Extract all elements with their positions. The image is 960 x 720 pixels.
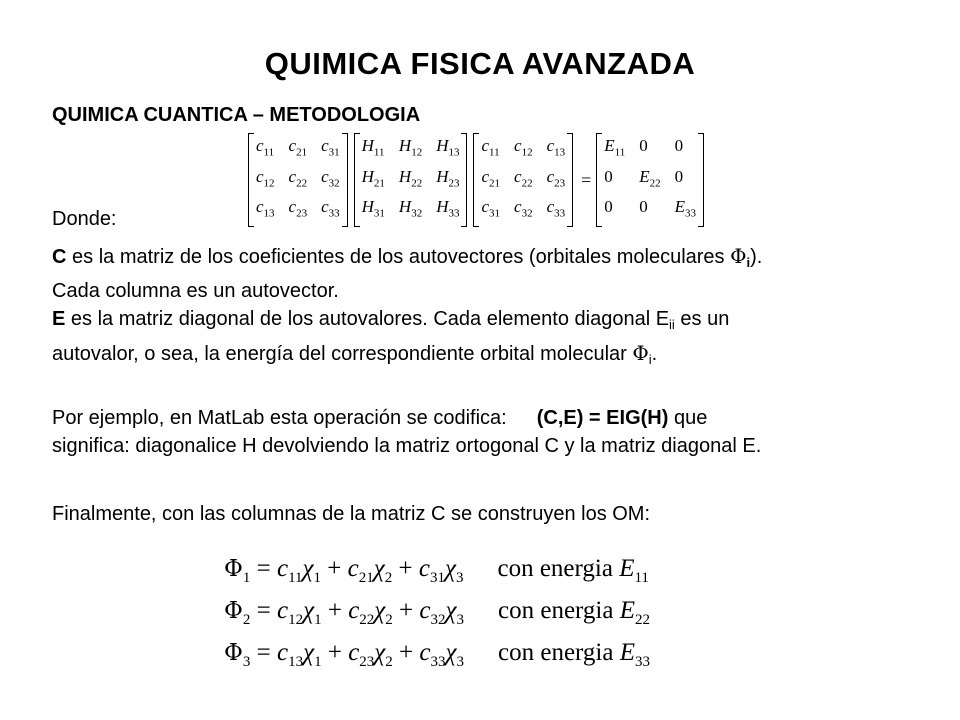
matrix-e-cell: 0 — [674, 166, 684, 186]
matrix-c-transpose-cell: $c_{33}$ — [321, 197, 340, 220]
om-equation-2: $\Phi_2 = c_{12}\chi_1 + c_{22}\chi_2 + c_{32}\chi_3$ con energia $E_{22}$ — [224, 597, 651, 628]
matrix-h-cell: $H_{22}$ — [398, 166, 423, 190]
matrix-e-cell: 0 — [674, 136, 684, 156]
paragraph-example — [52, 404, 761, 460]
matrix-c-transpose-cell: $c_{22}$ — [288, 166, 308, 190]
symbol-e: E — [52, 308, 66, 330]
subscript-ii: ii — [669, 317, 675, 332]
matrix-e-cell: 0 — [604, 197, 613, 217]
matrix-c-cell: $c_{33}$ — [546, 197, 566, 220]
matrix-c-transpose-cell: $c_{11}$ — [256, 136, 275, 159]
paragraph-c-text: es la matriz de los coeficientes de los autovectores (orbitales moleculares — [66, 246, 731, 268]
symbol-c: C — [52, 246, 67, 268]
example-prefix: Por ejemplo, en MatLab esta operación se codifica: — [52, 407, 507, 429]
matrix-c-cell: $c_{11}$ — [481, 136, 500, 159]
paragraph-example-line1 — [52, 404, 761, 432]
paragraph-c-line1 — [52, 242, 762, 277]
matrix-c-cell: $c_{13}$ — [546, 136, 566, 159]
matrix-e-cell: $E_{22}$ — [639, 166, 661, 190]
matrix-c-transpose-cell: $c_{23}$ — [288, 197, 308, 220]
phi-symbol: Φ — [632, 341, 649, 365]
matrix-c-cell: $c_{21}$ — [481, 166, 501, 190]
matrix-equation — [248, 136, 710, 220]
energy-label: con energia — [498, 639, 620, 666]
matrix-c-cell: $c_{22}$ — [514, 166, 533, 190]
phi-subscript: i — [746, 255, 751, 270]
phi-subscript: i — [648, 352, 652, 367]
matrix-c-transpose — [248, 133, 348, 226]
equals-sign: = — [581, 169, 592, 190]
matrix-h-cell: $H_{23}$ — [436, 166, 460, 190]
om-equation-1: $\Phi_1 = c_{11}\chi_1 + c_{21}\chi_2 + c_{31}\chi_3$ con energia $E_{11}$ — [224, 555, 649, 586]
matrix-c-cell: $c_{23}$ — [546, 166, 566, 190]
paragraph-c — [52, 242, 762, 305]
matrix-c-transpose-cell: $c_{31}$ — [321, 136, 340, 159]
paragraph-example-line2: significa: diagonalice H devolviendo la matriz ortogonal C y la matriz diagonal E. — [52, 435, 762, 457]
paragraph-e-text-end: es un — [674, 308, 730, 330]
slide-subtitle: QUIMICA CUANTICA – METODOLOGIA — [52, 104, 421, 126]
paragraph-e-line1 — [52, 305, 729, 339]
paragraph-e-line2 — [52, 339, 729, 374]
matrix-c-cell: $c_{12}$ — [514, 136, 533, 159]
paragraph-e-end: . — [651, 343, 658, 365]
matrix-c — [473, 133, 573, 226]
matrix-h-cell: $H_{12}$ — [398, 136, 423, 159]
matrix-h-cell: $H_{13}$ — [436, 136, 460, 159]
paragraph-e-text: es la matriz diagonal de los autovalores. Cada elemento diagonal E — [65, 308, 670, 330]
matrix-h-cell: $H_{32}$ — [398, 197, 423, 220]
slide-title: QUIMICA FISICA AVANZADA — [264, 46, 696, 81]
paragraph-c-end: ). — [750, 246, 763, 268]
matrix-h-cell: $H_{11}$ — [361, 136, 385, 159]
matrix-c-transpose-cell: $c_{12}$ — [256, 166, 275, 190]
energy-label: con energia — [497, 555, 620, 582]
matrix-c-transpose-cell: $c_{21}$ — [288, 136, 308, 159]
paragraph-final: Finalmente, con las columnas de la matriz C se construyen los OM: — [52, 503, 651, 525]
matrix-h — [354, 133, 468, 226]
paragraph-e-text2: autovalor, o sea, la energía del correspondiente orbital molecular — [52, 343, 633, 365]
matrix-h-cell: $H_{33}$ — [436, 197, 460, 220]
matrix-e-cell: 0 — [604, 166, 613, 186]
matrix-h-cell: $H_{31}$ — [361, 197, 385, 220]
paragraph-c-line2: Cada columna es un autovector. — [52, 280, 339, 302]
matrix-e-cell: $E_{33}$ — [674, 197, 697, 220]
matrix-e-cell: $E_{11}$ — [604, 136, 626, 159]
paragraph-e — [52, 305, 729, 374]
matrix-c-cell: $c_{31}$ — [481, 197, 501, 220]
example-suffix: que — [668, 407, 708, 429]
matrix-c-cell: $c_{32}$ — [514, 197, 533, 220]
matrix-c-transpose-cell: $c_{13}$ — [256, 197, 275, 220]
matrix-c-transpose-cell: $c_{32}$ — [321, 166, 340, 190]
donde-label: Donde: — [52, 208, 117, 230]
matrix-e-cell: 0 — [639, 197, 648, 217]
energy-label: con energia — [498, 597, 620, 624]
matlab-code: (C,E) = EIG(H) — [536, 407, 669, 429]
matrix-e — [596, 133, 704, 226]
phi-symbol: Φ — [730, 244, 747, 268]
matrix-h-cell: $H_{21}$ — [361, 166, 385, 190]
matrix-e-cell: 0 — [639, 136, 648, 156]
om-equation-3: $\Phi_3 = c_{13}\chi_1 + c_{23}\chi_2 + c_{33}\chi_3$ con energia $E_{33}$ — [224, 639, 651, 670]
